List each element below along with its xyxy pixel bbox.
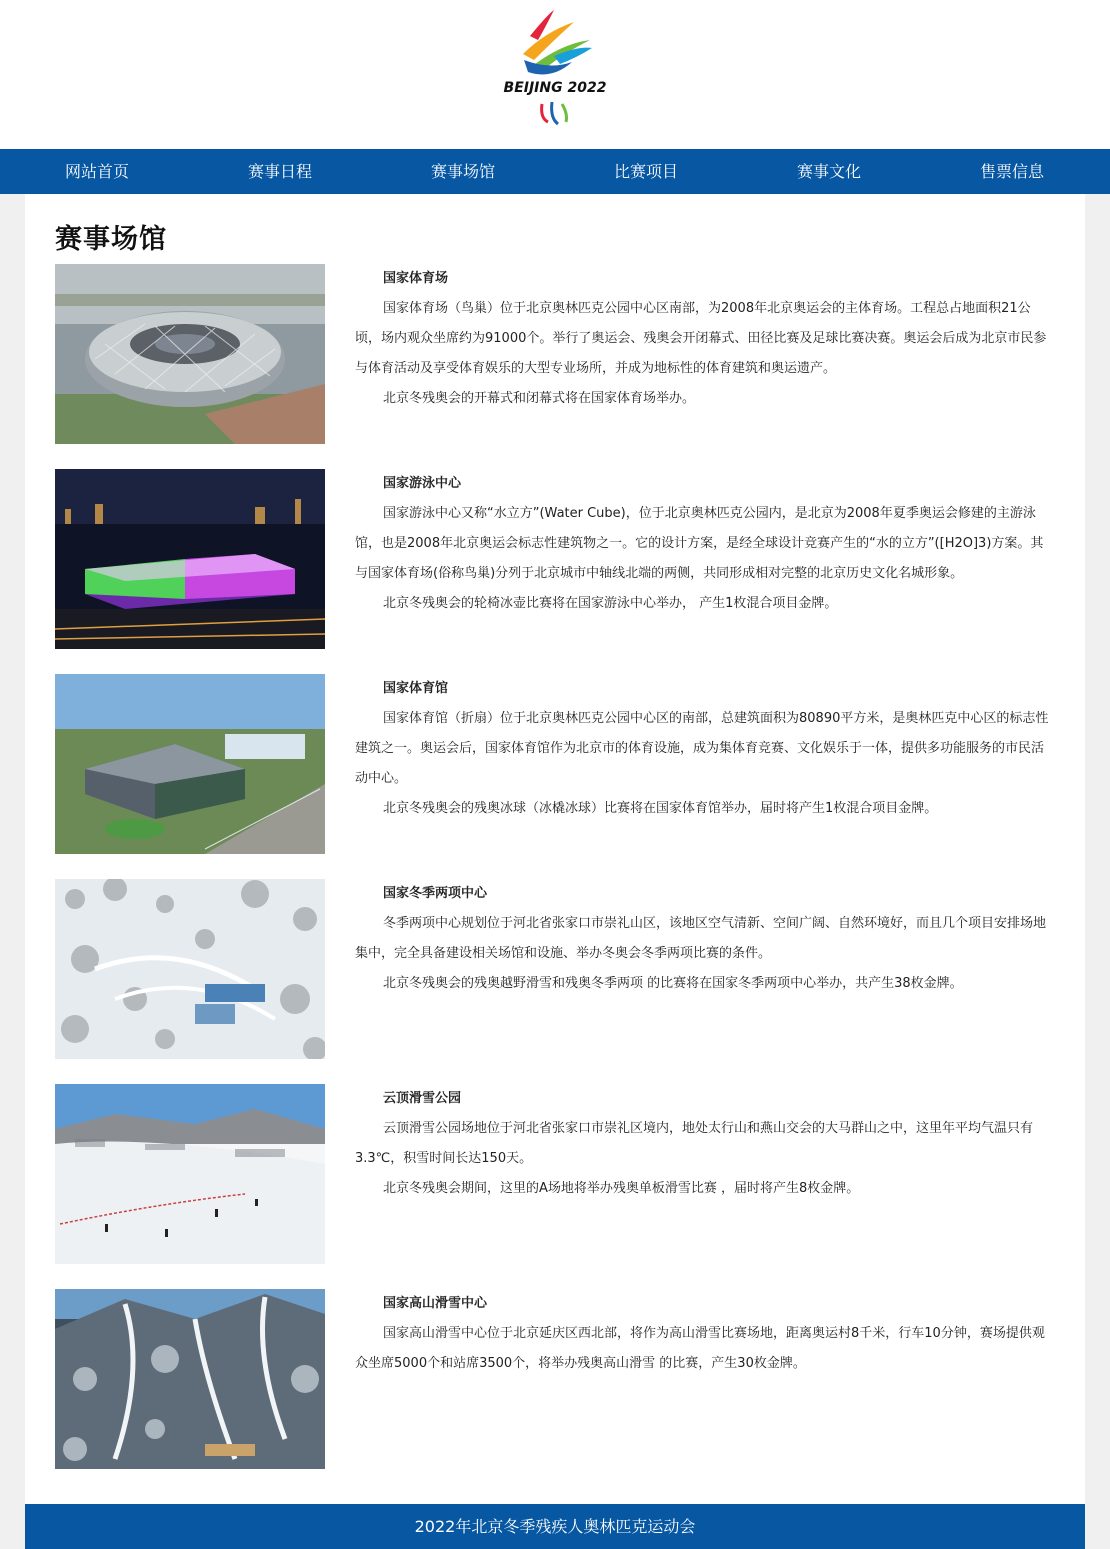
venue-paragraph: 北京冬残奥会的轮椅冰壶比赛将在国家游泳中心举办， 产生1枚混合项目金牌。 (383, 596, 838, 611)
venue-paragraph: 北京冬残奥会的开幕式和闭幕式将在国家体育场举办。 (383, 391, 696, 406)
beijing-2022-paralympic-logo[interactable] (490, 6, 620, 136)
venue-description (355, 1289, 1055, 1379)
venue-name: 国家高山滑雪中心 (383, 1296, 488, 1311)
venue-paragraph: 国家高山滑雪中心位于北京延庆区西北部，将作为高山滑雪比赛场地，距离奥运村8千米，行车10分钟，赛场提供观众坐席5000个和站席3500个，将举办残奥高山滑雪 的比赛，产生30枚金牌。 (355, 1326, 1045, 1371)
venue-paragraph: 北京冬残奥会期间，这里的A场地将举办残奥单板滑雪比赛 ，届时将产生8枚金牌。 (383, 1181, 860, 1196)
venue-paragraph: 云顶滑雪公园场地位于河北省张家口市崇礼区境内，地处太行山和燕山交会的大马群山之中，这里年平均气温只有3.3℃，积雪时间长达150天。 (355, 1121, 1034, 1166)
main-content (25, 194, 1085, 1504)
nav-item-tickets[interactable]: 售票信息 (979, 162, 1044, 181)
national-indoor-stadium-image[interactable] (55, 674, 325, 854)
venue-paragraph: 国家体育场（鸟巢）位于北京奥林匹克公园中心区南部，为2008年北京奥运会的主体育场。工程总占地面积21公顷，场内观众坐席约为91000个。举行了奥运会、残奥会开闭幕式、田径比赛及足球比赛决赛。奥运会后成为北京市民参与体育活动及享受体育娱乐的大型专业场所，并成为地标性的体育建筑和奥运遗产。 (355, 301, 1047, 376)
venue-card (55, 1084, 1065, 1264)
venue-description (355, 674, 1055, 824)
venue-paragraph: 国家游泳中心又称“水立方”(Water Cube)，位于北京奥林匹克公园内，是北京为2008年夏季奥运会修建的主游泳馆，也是2008年北京奥运会标志性建筑物之一。它的设计方案，是经全球设计竞赛产生的“水的立方”([H2O]3)方案。其与国家体育场(俗称鸟巢)分列于北京城市中轴线北端的两侧，共同形成相对完整的北京历史文化名城形象。 (355, 506, 1044, 581)
venue-card (55, 264, 1065, 444)
logo-text: BEIJING 2022 (503, 80, 607, 96)
venue-paragraph: 冬季两项中心规划位于河北省张家口市崇礼山区，该地区空气清新、空间广阔、自然环境好，而且几个项目安排场地集中，完全具备建设相关场馆和设施、举办冬奥会冬季两项比赛的条件。 (355, 916, 1047, 961)
venue-description (355, 264, 1055, 414)
site-footer: 2022年北京冬季残疾人奥林匹克运动会 (25, 1504, 1085, 1549)
alpine-ski-center-image[interactable] (55, 1289, 325, 1469)
venue-name: 国家冬季两项中心 (383, 886, 488, 901)
venue-card (55, 469, 1065, 649)
nav-item-culture[interactable]: 赛事文化 (796, 162, 861, 181)
venue-name: 云顶滑雪公园 (383, 1091, 462, 1106)
venue-name: 国家体育馆 (383, 681, 449, 696)
nav-item-schedule[interactable]: 赛事日程 (247, 162, 312, 181)
venue-card (55, 674, 1065, 854)
water-cube-image[interactable] (55, 469, 325, 649)
venue-paragraph: 北京冬残奥会的残奥越野滑雪和残奥冬季两项 的比赛将在国家冬季两项中心举办，共产生38枚金牌。 (383, 976, 963, 991)
venue-paragraph: 国家体育馆（折扇）位于北京奥林匹克公园中心区的南部，总建筑面积为80890平方米，是奥林匹克中心区的标志性建筑之一。奥运会后，国家体育馆作为北京市的体育设施，成为集体育竞赛、文化娱乐于一体，提供多功能服务的市民活动中心。 (355, 711, 1049, 786)
bird-nest-stadium-image[interactable] (55, 264, 325, 444)
venue-description (355, 879, 1055, 999)
page-title: 赛事场馆 (55, 224, 167, 255)
venue-description (355, 469, 1055, 619)
venue-name: 国家游泳中心 (383, 476, 462, 491)
venue-name: 国家体育场 (383, 271, 449, 286)
genting-snow-park-image[interactable] (55, 1084, 325, 1264)
venue-paragraph: 北京冬残奥会的残奥冰球（冰橇冰球）比赛将在国家体育馆举办，届时将产生1枚混合项目金牌。 (383, 801, 938, 816)
nav-item-events[interactable]: 比赛项目 (613, 162, 678, 181)
main-nav (0, 149, 1110, 194)
site-header (0, 0, 1110, 149)
biathlon-center-image[interactable] (55, 879, 325, 1059)
venue-card (55, 879, 1065, 1059)
nav-item-home[interactable]: 网站首页 (64, 162, 129, 181)
venue-card (55, 1289, 1065, 1469)
nav-item-venues[interactable]: 赛事场馆 (430, 162, 495, 181)
venue-description (355, 1084, 1055, 1204)
